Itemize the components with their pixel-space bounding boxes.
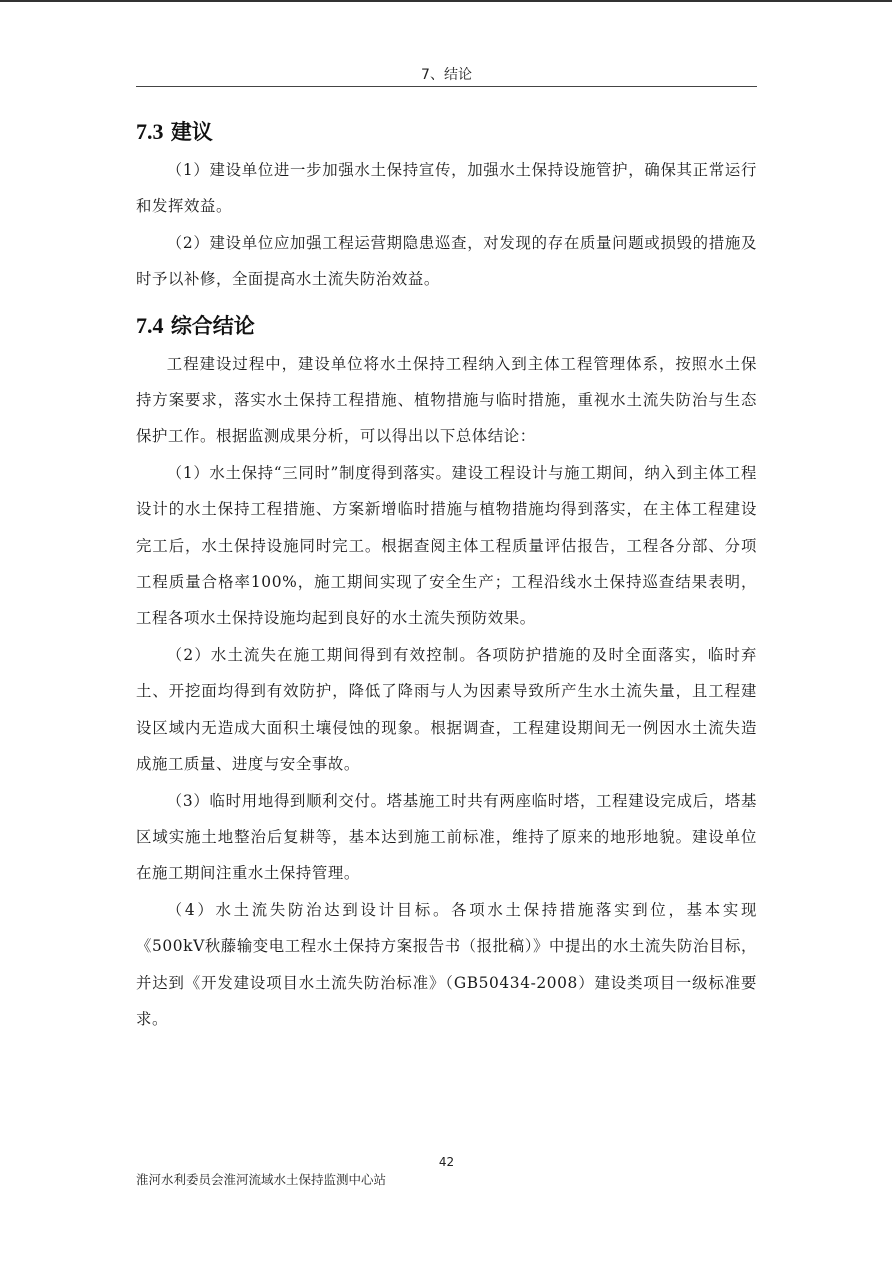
section-heading-7-4 (136, 306, 757, 346)
paragraph: （2）水土流失在施工期间得到有效控制。各项防护措施的及时全面落实，临时弃土、开挖面均得到有效防护，降低了降雨与人为因素导致所产生水土流失量，且工程建设区域内无造成大面积土壤侵蚀的现象。根据调查，工程建设期间无一例因水土流失造成施工质量、进度与安全事故。 (136, 645, 757, 774)
paragraph: 工程建设过程中，建设单位将水土保持工程纳入到主体工程管理体系，按照水土保持方案要求，落实水土保持工程措施、植物措施与临时措施，重视水土流失防治与生态保护工作。根据监测成果分析，可以得出以下总体结论： (136, 354, 757, 446)
paragraph: （1）建设单位进一步加强水土保持宣传，加强水土保持设施管护，确保其正常运行和发挥效益。 (136, 161, 757, 216)
section-title: 综合结论 (170, 313, 255, 338)
paragraph: （2）建设单位应加强工程运营期隐患巡查，对发现的存在质量问题或损毁的措施及时予以补修，全面提高水土流失防治效益。 (136, 233, 757, 289)
running-header: 7、结论 (421, 67, 472, 83)
section-title: 建议 (170, 120, 213, 144)
paragraph: （3）临时用地得到顺利交付。塔基施工时共有两座临时塔，工程建设完成后，塔基区域实施土地整治后复耕等，基本达到施工前标准，维持了原来的地形地貌。建设单位在施工期间注重水土保持管理。 (136, 791, 757, 883)
header-rule (136, 86, 757, 87)
section-number: 7.3 (136, 119, 164, 144)
section-number: 7.4 (136, 312, 164, 338)
footer-organization: 淮河水利委员会淮河流域水土保持监测中心站 (136, 1172, 387, 1187)
top-border-rule (0, 0, 892, 2)
document-body (136, 112, 757, 1037)
paragraph: （1）水土保持“三同时”制度得到落实。建设工程设计与施工期间，纳入到主体工程设计的水土保持工程措施、方案新增临时措施与植物措施均得到落实，在主体工程建设完工后，水土保持设施同时完工。根据查阅主体工程质量评估报告，工程各分部、分项工程质量合格率100%，施工期间实现了安全生产；工程沿线水土保持巡查结果表明，工程各项水土保持设施均起到良好的水土流失预防效果。 (136, 463, 757, 628)
section-heading-7-3 (136, 112, 757, 152)
page-number: 42 (438, 1155, 455, 1169)
paragraph: （4）水土流失防治达到设计目标。各项水土保持措施落实到位，基本实现《500kV秋藤输变电工程水土保持方案报告书（报批稿）》中提出的水土流失防治目标，并达到《开发建设项目水土流失防治标准》（GB50434-2008）建设类项目一级标准要求。 (136, 900, 757, 1028)
